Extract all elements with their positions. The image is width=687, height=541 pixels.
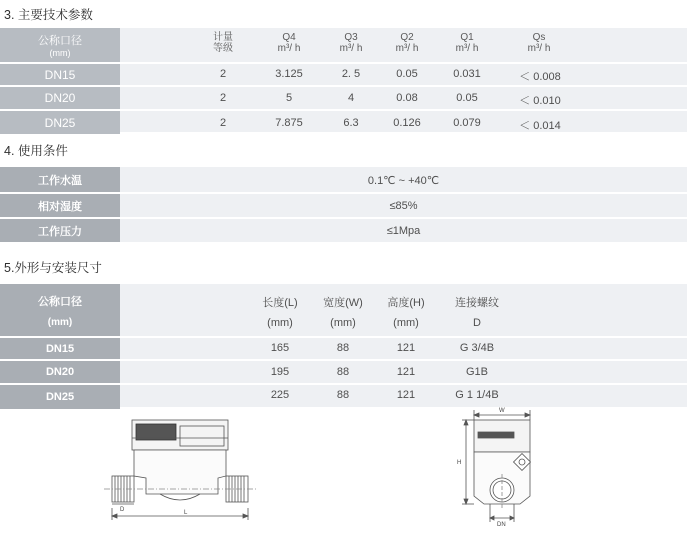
cell-value: ≤85% bbox=[389, 200, 418, 212]
label-DN: DN bbox=[497, 522, 506, 528]
cell-length: 195 bbox=[270, 366, 290, 378]
cell-width: 88 bbox=[336, 366, 350, 378]
cell-grade: 2 bbox=[219, 117, 227, 129]
cell-q3: 2. 5 bbox=[341, 68, 361, 80]
row-dn bbox=[0, 338, 120, 359]
cell-q3: 6.3 bbox=[343, 117, 359, 129]
header-q3-label: Q3 bbox=[344, 32, 358, 43]
cell-length: 225 bbox=[270, 389, 290, 401]
section3-title: 3. 主要技术参数 bbox=[4, 8, 93, 22]
header-dn-unit: (mm) bbox=[49, 48, 71, 58]
row-dn bbox=[0, 64, 120, 85]
cell-q1: 0.031 bbox=[453, 68, 481, 80]
row-dn-label: DN25 bbox=[44, 115, 76, 130]
row-dn-label: DN25 bbox=[45, 391, 75, 403]
cell-height: 121 bbox=[396, 389, 416, 401]
header-grade bbox=[200, 32, 246, 54]
dim-header-width bbox=[313, 293, 373, 333]
params-header-row bbox=[0, 28, 687, 62]
header-q3-unit: m³/ h bbox=[339, 43, 363, 54]
front-view-drawing bbox=[444, 404, 556, 528]
cell-value: 0.1℃ ~ +40℃ bbox=[367, 175, 440, 187]
row-dn bbox=[0, 111, 120, 134]
header-q4-label: Q4 bbox=[282, 32, 296, 43]
dimensions-table bbox=[0, 284, 687, 407]
row-dn bbox=[0, 87, 120, 109]
cell-grade: 2 bbox=[219, 68, 227, 80]
header-q2-label: Q2 bbox=[400, 32, 414, 43]
cell-thread: G 3/4B bbox=[459, 342, 495, 354]
header-qs-label: Qs bbox=[532, 32, 546, 43]
cell-q4: 3.125 bbox=[275, 68, 303, 80]
dim-header-length-unit: (mm) bbox=[267, 317, 293, 329]
dim-header-thread-unit: D bbox=[473, 317, 481, 329]
table-row bbox=[0, 62, 687, 85]
cell-length: 165 bbox=[270, 342, 290, 354]
row-dn-label: DN20 bbox=[45, 366, 75, 378]
table-row bbox=[0, 85, 687, 109]
table-row bbox=[0, 192, 687, 217]
table-row bbox=[0, 359, 687, 383]
section4-title: 4. 使用条件 bbox=[4, 144, 68, 158]
cell-q2: 0.05 bbox=[396, 68, 418, 80]
cell-value: ≤1Mpa bbox=[386, 225, 421, 237]
cell-q3: 4 bbox=[347, 92, 355, 104]
dimensions-header-row bbox=[0, 284, 687, 336]
header-qs bbox=[514, 32, 564, 54]
cell-q1: 0.05 bbox=[456, 92, 478, 104]
dim-header-dn-unit: (mm) bbox=[47, 316, 73, 328]
params-table bbox=[0, 28, 687, 132]
table-row bbox=[0, 336, 687, 359]
dim-header-height bbox=[376, 293, 436, 333]
cell-q2: 0.126 bbox=[393, 117, 421, 129]
cell-q1: 0.079 bbox=[453, 117, 481, 129]
dim-header-height-label: 高度(H) bbox=[387, 297, 425, 309]
conditions-table bbox=[0, 167, 687, 242]
dim-header-width-unit: (mm) bbox=[330, 317, 356, 329]
dim-header-dn-label: 公称口径 bbox=[38, 295, 82, 308]
dim-header-width-label: 宽度(W) bbox=[323, 297, 363, 309]
cell-width: 88 bbox=[336, 389, 350, 401]
label-W: W bbox=[499, 408, 505, 414]
header-qs-unit: m³/ h bbox=[527, 43, 551, 54]
row-dn bbox=[0, 385, 120, 409]
table-row bbox=[0, 167, 687, 192]
cell-qs: ＜ 0.014 bbox=[519, 120, 561, 132]
row-label bbox=[0, 167, 120, 192]
dim-header-length bbox=[250, 293, 310, 333]
row-label bbox=[0, 194, 120, 217]
header-q2 bbox=[382, 32, 432, 54]
cell-q4: 5 bbox=[285, 92, 293, 104]
side-view-drawing bbox=[100, 416, 260, 528]
row-label-text: 工作水温 bbox=[38, 174, 82, 187]
table-row bbox=[0, 109, 687, 134]
header-q4-unit: m³/ h bbox=[277, 43, 301, 54]
row-label bbox=[0, 219, 120, 242]
cell-thread: G1B bbox=[465, 366, 488, 378]
header-grade-line1: 计量 bbox=[213, 32, 233, 43]
row-label-text: 工作压力 bbox=[38, 225, 82, 238]
header-q1 bbox=[442, 32, 492, 54]
row-dn bbox=[0, 361, 120, 383]
dim-header-length-label: 长度(L) bbox=[262, 297, 298, 309]
cell-qs: ＜ 0.010 bbox=[519, 95, 561, 107]
row-dn-label: DN20 bbox=[44, 91, 76, 105]
cell-q4: 7.875 bbox=[275, 117, 303, 129]
table-row bbox=[0, 383, 687, 409]
cell-q2: 0.08 bbox=[396, 92, 418, 104]
cell-height: 121 bbox=[396, 366, 416, 378]
table-row bbox=[0, 217, 687, 242]
params-header-dn bbox=[0, 28, 120, 62]
label-D: D bbox=[120, 507, 125, 513]
header-q1-unit: m³/ h bbox=[455, 43, 479, 54]
cell-thread: G 1 1/4B bbox=[455, 389, 499, 401]
dim-header-thread bbox=[442, 293, 512, 333]
row-dn-label: DN15 bbox=[45, 342, 75, 355]
section5-title: 5.外形与安装尺寸 bbox=[4, 261, 102, 275]
cell-grade: 2 bbox=[219, 92, 227, 104]
label-H: H bbox=[457, 460, 462, 466]
header-dn-label: 公称口径 bbox=[38, 35, 82, 47]
header-q4 bbox=[264, 32, 314, 54]
dim-header-dn bbox=[0, 284, 120, 336]
row-dn-label: DN15 bbox=[44, 67, 76, 82]
header-q3 bbox=[326, 32, 376, 54]
header-q2-unit: m³/ h bbox=[395, 43, 419, 54]
dim-header-thread-label: 连接螺纹 bbox=[455, 297, 499, 309]
header-grade-line2: 等级 bbox=[213, 43, 233, 54]
cell-height: 121 bbox=[396, 342, 416, 354]
label-L: L bbox=[184, 510, 188, 516]
dim-header-height-unit: (mm) bbox=[393, 317, 419, 329]
header-q1-label: Q1 bbox=[460, 32, 474, 43]
row-label-text: 相对湿度 bbox=[38, 200, 82, 213]
cell-width: 88 bbox=[336, 342, 350, 354]
cell-qs: ＜ 0.008 bbox=[519, 71, 561, 83]
